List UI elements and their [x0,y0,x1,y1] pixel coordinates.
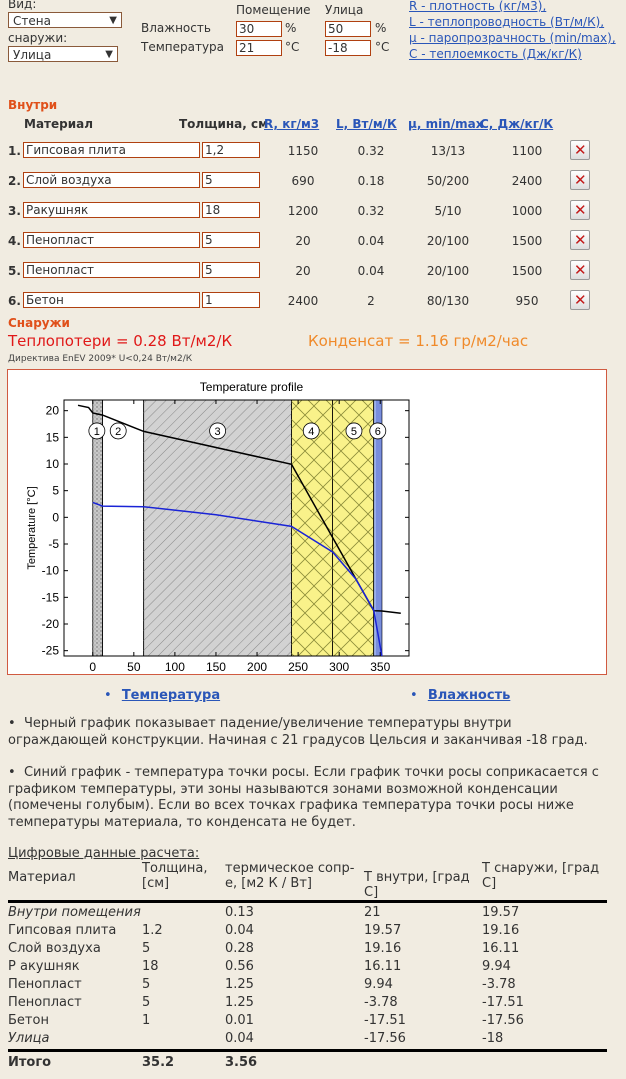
bullet-icon: • [104,688,112,703]
legend-mu-link[interactable]: μ - паропрозрачность (min/max), [409,31,616,45]
col-thickness: Толщина, см [179,117,268,131]
layer-label: 4 [308,425,315,438]
condensate: Конденсат = 1.16 гр/м2/час [308,332,529,350]
outside-label: снаружи: [8,31,68,45]
y-tick-label: 5 [52,483,59,498]
layer-label: 6 [374,425,381,438]
view-select-value: Стена [13,14,51,28]
layer-l-value: 0.04 [357,264,385,278]
layer-label: 5 [350,425,358,438]
results-col-resist: термическое сопр-е, [м2 К / Вт] [225,861,355,891]
layer-r-value: 1200 [287,204,319,218]
layer-band [103,400,144,656]
section-outside: Снаружи [8,316,70,330]
layer-mu-value: 20/100 [426,264,470,278]
y-tick-label: 10 [45,457,59,471]
col-r-link[interactable]: R, кг/м3 [264,117,320,131]
percent-unit: % [375,21,387,35]
layer-number: 6. [8,294,21,308]
chevron-down-icon: ▼ [109,15,117,26]
layer-material-input[interactable]: Гипсовая плита [23,142,200,158]
layer-thickness-input[interactable]: 1 [202,292,260,308]
results-tout: 19.57 [482,905,520,920]
chart-ylabel: Temperature [°C] [26,486,38,570]
delete-layer-button[interactable] [570,170,590,190]
x-tick-label: 150 [205,660,226,674]
note-dewpoint [8,765,608,831]
results-row [8,941,607,959]
heat-loss: Теплопотери = 0.28 Вт/м2/К [8,332,233,350]
y-tick-label: 20 [45,403,59,418]
directive: Директива EnEV 2009* U<0,24 Вт/м2/К [8,354,193,364]
bullet-icon: • [410,688,418,703]
layer-l-value: 0.18 [357,174,385,188]
layer-number: 2. [8,174,21,188]
layer-thickness-input[interactable]: 1,2 [202,142,260,158]
layer-c-value: 950 [515,294,539,308]
layer-mu-value: 13/13 [430,144,466,158]
results-resist: 0.13 [225,905,254,920]
close-icon: ✕ [574,141,587,159]
layer-number: 5. [8,264,21,278]
street-humidity-input[interactable]: 50 [325,21,371,37]
results-material: Улица [8,1031,50,1046]
results-thickness: 5 [142,995,151,1010]
layer-c-value: 1000 [511,204,543,218]
tab-temperature-label[interactable]: Температура [121,688,221,703]
tab-humidity[interactable] [410,688,510,703]
results-tin: 9.94 [364,977,393,992]
results-row [8,902,607,924]
legend-c-link[interactable]: С - теплоемкость (Дж/кг/К) [409,47,582,61]
results-thickness: 5 [142,977,151,992]
note-temperature [8,716,608,749]
y-tick-label: 0 [52,510,59,525]
layer-material-input[interactable]: Ракушняк [23,202,200,218]
layer-r-value: 2400 [287,294,319,308]
section-inside: Внутри [8,98,58,112]
results-row [8,1013,607,1031]
layer-thickness-input[interactable]: 5 [202,232,260,248]
results-tin: 21 [364,905,381,920]
close-icon: ✕ [574,231,587,249]
x-tick-label: 350 [370,660,391,674]
layer-mu-value: 80/130 [426,294,470,308]
delete-layer-button[interactable] [570,230,590,250]
close-icon: ✕ [574,291,587,309]
legend [409,0,616,62]
layer-mu-value: 20/100 [426,234,470,248]
chart-title: Temperature profile [199,380,304,394]
results-row [8,959,607,977]
results-total-resist: 3.56 [225,1055,258,1070]
results-thickness: 1 [142,1013,151,1028]
results-thickness [142,1031,225,1051]
x-tick-label: 250 [288,660,309,674]
layer-number: 1. [8,144,21,158]
layer-label: 1 [93,425,100,438]
temperature-profile-chart [8,370,606,674]
results-resist: 1.25 [225,995,254,1010]
results-thickness: 5 [142,941,151,956]
layer-mu-value: 50/200 [426,174,470,188]
results-resist: 0.01 [225,1013,254,1028]
layer-r-value: 20 [295,264,311,278]
layer-l-value: 0.32 [357,204,385,218]
col-l-link[interactable]: L, Вт/м/К [336,117,397,131]
degc-unit: °С [375,40,390,54]
results-row [8,977,607,995]
y-tick-label: -5 [48,537,59,551]
layer-c-value: 1100 [511,144,543,158]
view-label: Вид: [8,0,37,11]
results-resist: 0.56 [225,959,254,974]
humidity-label: Влажность [141,21,211,35]
col-mu-link[interactable]: μ, min/max [408,117,484,131]
x-tick-label: 100 [164,660,185,674]
bullet-icon: • [8,716,16,731]
results-tin: -17.51 [364,1013,406,1028]
results-col-tout: Т снаружи, [град С] [482,861,600,891]
results-total-label: Итого [8,1055,52,1070]
results-col-tin: Т внутри, [град С] [364,870,470,900]
layer-material-input[interactable]: Бетон [23,292,200,308]
layer-material-input[interactable]: Пенопласт [23,262,200,278]
x-tick-label: 50 [127,660,141,674]
layer-thickness-input[interactable]: 18 [202,202,260,218]
delete-layer-button[interactable] [570,140,590,160]
results-tin: 19.57 [364,923,402,938]
layer-c-value: 1500 [511,264,543,278]
close-icon: ✕ [574,261,587,279]
delete-layer-button[interactable] [570,200,590,220]
room-humidity-input[interactable]: 30 [236,21,282,37]
layer-mu-value: 5/10 [434,204,462,218]
results-material: Бетон [8,1013,49,1028]
results-resist: 0.28 [225,941,254,956]
results-total-thickness: 35.2 [142,1055,175,1070]
results-thickness [142,902,225,924]
y-tick-label: -10 [41,563,59,578]
results-row [8,1031,607,1051]
legend-r-link[interactable]: R - плотность (кг/м3), [409,0,547,13]
close-icon: ✕ [574,171,587,189]
results-title: Цифровые данные расчета: [8,846,200,861]
results-material: Гипсовая плита [8,923,117,938]
results-material: Пенопласт [8,977,82,992]
layer-r-value: 690 [291,174,315,188]
layer-l-value: 0.04 [357,234,385,248]
close-icon: ✕ [574,201,587,219]
layer-l-value: 2 [367,294,375,308]
x-tick-label: 200 [247,660,268,674]
temperature-label: Температура [141,40,225,54]
results-table [8,861,607,1073]
results-tout: -17.51 [482,995,524,1010]
results-tout: 19.16 [482,923,520,938]
y-tick-label: -20 [41,617,59,631]
layer-thickness-input[interactable]: 5 [202,172,260,188]
results-material: Р акушняк [8,959,80,974]
col-c-link[interactable]: С, Дж/кг/К [480,117,554,131]
col-material: Материал [24,117,94,131]
note-temperature-text: Черный график показывает падение/увеличение температуры внутри ограждающей конструкции. Начиная с 21 градусов Цельсия и заканчивая -18 град. [8,716,588,748]
y-tick-label: -15 [41,590,59,605]
delete-layer-button[interactable] [570,260,590,280]
layer-number: 4. [8,234,21,248]
results-tout: 16.11 [482,941,520,956]
layer-c-value: 2400 [511,174,543,188]
results-tout: -18 [482,1031,504,1046]
results-row [8,995,607,1013]
delete-layer-button[interactable] [570,290,590,310]
results-tin: 19.16 [364,941,402,956]
view-select[interactable] [8,12,122,28]
y-tick-label: -25 [41,643,59,658]
results-tin: -3.78 [364,995,398,1010]
percent-unit: % [285,21,297,35]
layer-material-input[interactable]: Пенопласт [23,232,200,248]
chevron-down-icon: ▼ [105,49,113,60]
legend-l-link[interactable]: L - теплопроводность (Вт/м/К), [409,15,605,29]
layer-l-value: 0.32 [357,144,385,158]
layer-number: 3. [8,204,21,218]
room-header: Помещение [236,3,311,17]
results-tout: -17.56 [482,1013,524,1028]
results-col-material: Материал [8,870,76,885]
results-resist: 0.04 [225,1031,254,1046]
x-tick-label: 0 [89,660,97,674]
layer-c-value: 1500 [511,234,543,248]
results-col-thickness: Толщина, [см] [142,861,208,891]
results-thickness: 18 [142,959,159,974]
results-tout: -3.78 [482,977,516,992]
layer-thickness-input[interactable]: 5 [202,262,260,278]
results-tin: -17.56 [364,1031,406,1046]
results-resist: 1.25 [225,977,254,992]
chart-container [7,369,607,675]
results-tin: 16.11 [364,959,402,974]
y-tick-label: 15 [45,430,59,445]
results-row [8,923,607,941]
street-header: Улица [325,3,364,17]
tab-temperature[interactable] [104,688,220,703]
bullet-icon: • [8,765,16,780]
results-material: Внутри помещения [8,905,141,920]
tab-humidity-label[interactable]: Влажность [427,688,511,703]
results-material: Пенопласт [8,995,82,1010]
layer-material-input[interactable]: Слой воздуха [23,172,200,188]
x-tick-label: 300 [329,660,350,674]
room-temperature-input[interactable]: 21 [236,40,282,56]
results-thickness: 1.2 [142,923,163,938]
results-tout: 9.94 [482,959,511,974]
results-resist: 0.04 [225,923,254,938]
note-dewpoint-text: Синий график - температура точки росы. Если график точки росы соприкасается с графиком температуры, эти зоны называются зонами возможной конденсации (помечены голубым). Если во всех точках графика температура точки росы ниже температуры материала, то конденсата не будет. [8,765,599,830]
degc-unit: °С [285,40,300,54]
results-material: Слой воздуха [8,941,101,956]
layer-label: 3 [214,425,221,438]
layer-r-value: 1150 [287,144,319,158]
outside-select[interactable] [8,46,118,62]
layer-r-value: 20 [295,234,311,248]
outside-select-value: Улица [13,48,52,62]
street-temperature-input[interactable]: -18 [325,40,371,56]
layer-label: 2 [115,425,122,438]
